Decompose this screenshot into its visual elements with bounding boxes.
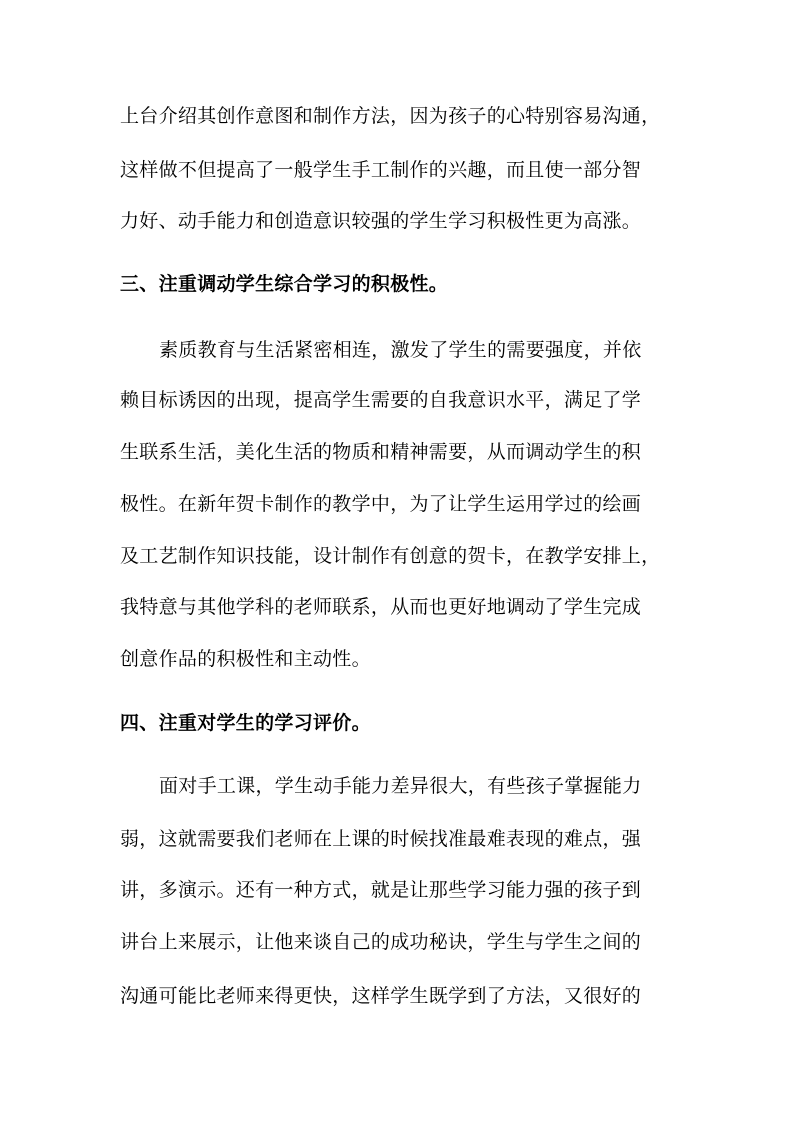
paragraph-line: 生联系生活，美化生活的物质和精神需要，从而调动学生的积: [120, 441, 642, 463]
paragraph-line: 及工艺制作知识技能，设计制作有创意的贺卡，在教学安排上，: [120, 545, 661, 567]
paragraph-line: 面对手工课，学生动手能力差异很大，有些孩子掌握能力: [159, 775, 642, 797]
paragraph-line: 极性。在新年贺卡制作的教学中，为了让学生运用学过的绘画: [120, 493, 642, 515]
section-heading-4: 四、注重对学生的学习评价。: [120, 712, 371, 734]
paragraph-line: 创意作品的积极性和主动性。: [120, 648, 371, 670]
paragraph-line: 讲，多演示。还有一种方式，就是让那些学习能力强的孩子到: [120, 879, 642, 901]
paragraph-line: 沟通可能比老师来得更快，这样学生既学到了方法，又很好的: [120, 985, 642, 1007]
paragraph-line: 这样做不但提高了一般学生手工制作的兴趣，而且使一部分智: [120, 159, 642, 181]
paragraph-line: 素质教育与生活紧密相连，激发了学生的需要强度，并依: [159, 339, 642, 361]
paragraph-line: 我特意与其他学科的老师联系，从而也更好地调动了学生完成: [120, 596, 642, 618]
paragraph-line: 力好、动手能力和创造意识较强的学生学习积极性更为高涨。: [120, 210, 642, 232]
paragraph-line: 赖目标诱因的出现，提高学生需要的自我意识水平，满足了学: [120, 389, 642, 411]
paragraph-line: 讲台上来展示，让他来谈自己的成功秘诀，学生与学生之间的: [120, 931, 642, 953]
paragraph-line: 弱，这就需要我们老师在上课的时候找准最难表现的难点，强: [120, 828, 642, 850]
paragraph-line: 上台介绍其创作意图和制作方法，因为孩子的心特别容易沟通，: [120, 105, 661, 127]
section-heading-3: 三、注重调动学生综合学习的积极性。: [120, 273, 449, 295]
